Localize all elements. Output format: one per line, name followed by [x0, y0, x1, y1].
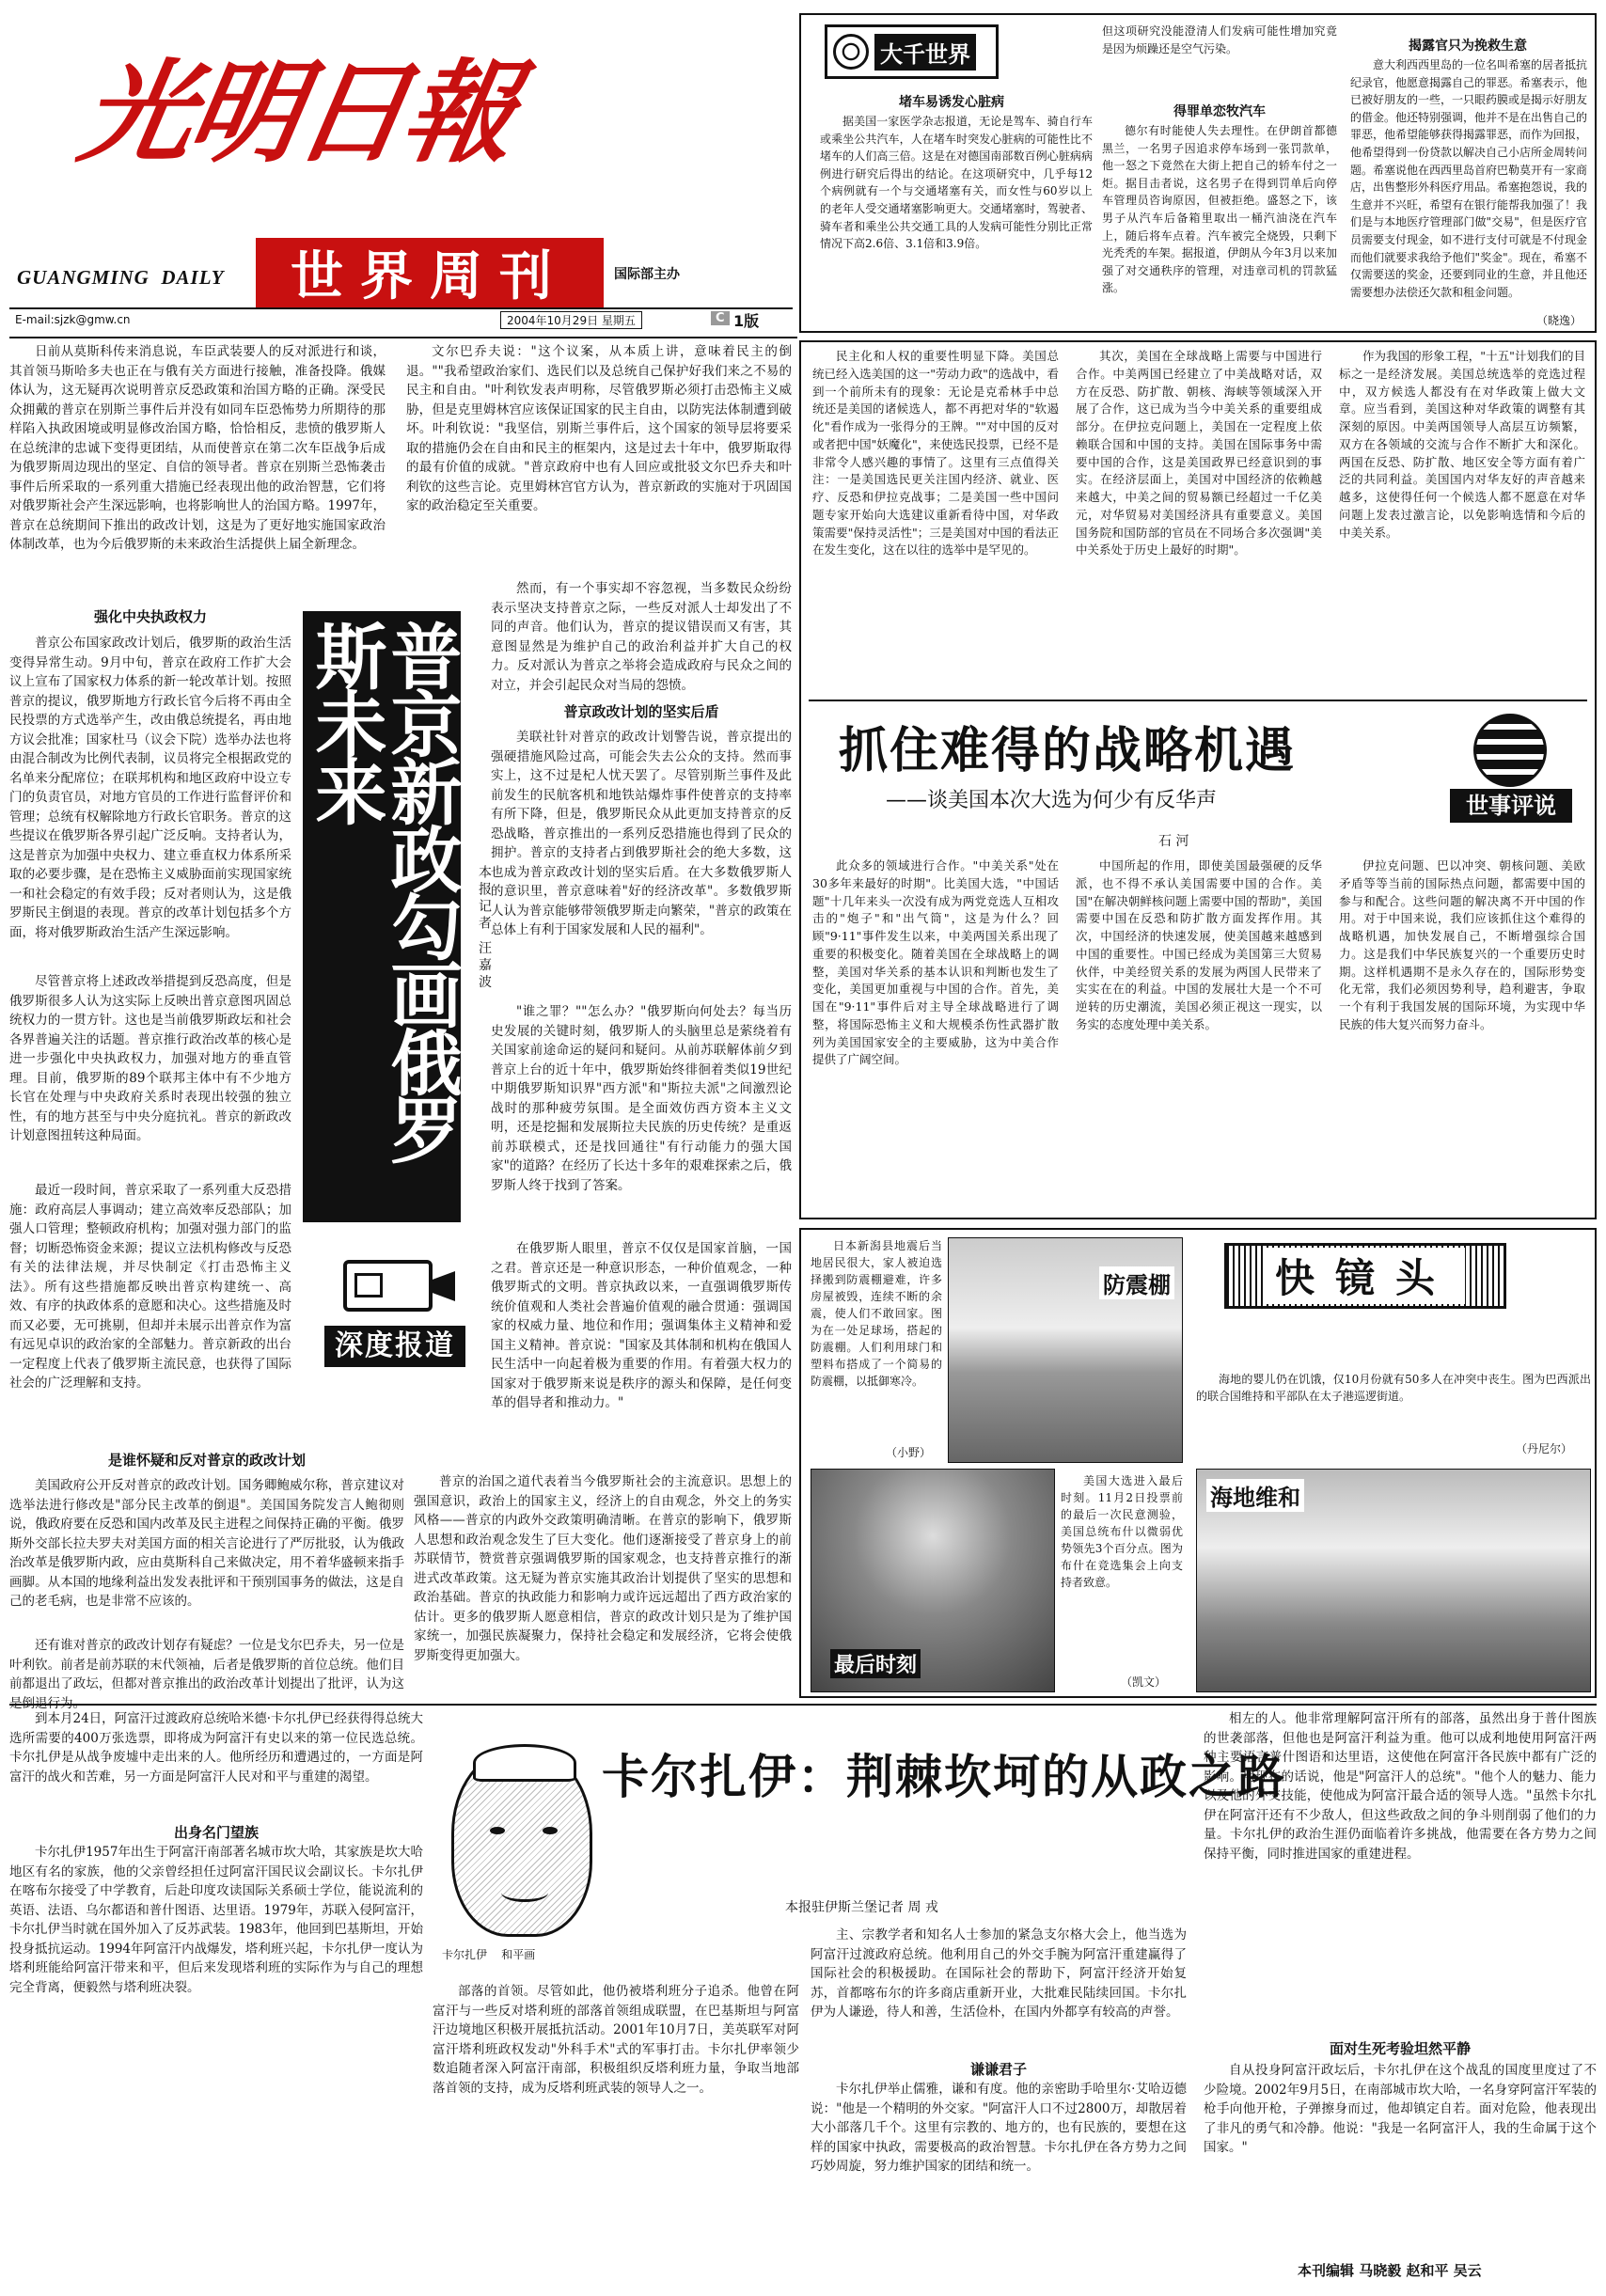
daqian-logo-label: 大千世界: [874, 34, 976, 71]
putin-col1-intro: 日前从莫斯科传来消息说，车臣武装要人的反对派进行和谈，其首领马斯哈多夫也正在与俄有关方面进行接触，准备投降。俄媒体认为，这无疑再次说明普京反恐政策和治国方略的正确。深受民众拥戴的普京在别斯兰事件后并没有如同车臣恐怖势力所期待的那样陷入执政困境或明显修改治国方略，恰恰相反，悲愤的俄罗斯人在总统津的忠诚下变得更团结，从而使普京在第二次车臣战争后成为俄罗斯周边现出的坚定、自信的领导者。普京在别斯兰恐怖袭击事件后所采取的一系列重大措施已经表现出他的政治智慧，它们将对俄罗斯社会产生深远影响，也将影响世人的治国方略。1997年，普京在总统期间下推出的政改计划，这是为了更好地实施国家政治体制改革，也为今后俄罗斯的未来政治生活提供上届全新理念。: [9, 344, 386, 553]
section-banner: [256, 238, 604, 307]
strategy-col2: 其次，美国在全球战略上需要与中国进行合作。中美两国已经建立了中美战略对话，双方在反恐、防扩散、朝核、海峡等领域深入开展了合作，这已成为当今中美关系的重要组成部分。在伊拉克问题上，美国在一定程度上依赖联合国和中国的支持。美国在国际事务中需要中国的合作，这是美国政界已经意识到的事实。在经济层面上，美国对中国经济的依赖越来越大，中美之间的贸易额已经超过一千亿美元，对华贸易对美国经济具有重要意义。美国国务院和国防部的官员在不同场合多次强调"美中关系处于历史上最好的时期"。: [1076, 349, 1322, 558]
karzai-col4b: 自从投身阿富汗政坛后，卡尔扎伊在这个战乱的国度里度过了不少险境。2002年9月5日，在南部城市坎大哈，一名身穿阿富汗军装的枪手向他开枪，子弹擦身而过，他却镇定自若。面对危险，他表现出了非凡的勇气和冷静。他说："我是一名阿富汗人，我的生命属于这个国家。": [1204, 2063, 1597, 2156]
quake-caption: 日本新潟县地震后当地居民很大，家人被迫选择搬到防震棚避难，许多房屋被毁，连续不断的余震，使人们不敢回家。图为在一处足球场，搭起的防震棚。人们利用球门和塑料布搭成了一个简易的防震棚，以抵御寒冷。: [811, 1239, 942, 1388]
karzai-byline: 本报驻伊斯兰堡记者 周 戎: [785, 1900, 938, 1915]
story2-title: 得罪单恋牧汽车: [1173, 104, 1266, 119]
story1-tail: 但这项研究没能澄清人们发病可能性增加究竟是因为烦躁还是空气污染。: [1102, 24, 1337, 55]
last-moment-credit: （凯文）: [1121, 1675, 1167, 1689]
putin-col1-body2: 尽管普京将上述政改举措提到反恐高度，但是俄罗斯很多人认为这实际上反映出普京意图巩固总统权力的一贯方针。这也是当前俄罗斯政坛和社会各界普遍关注的话题。普京推行政治改革的核心是进一步强化中央执政权力，加强对地方的垂直管理。目前，俄罗斯的89个联邦主体中有不少地方长官在处理与中央政府关系时表现出较强的独立性，有的地方甚至与中央分庭抗礼。普京的新政改计划意图扭转这种局面。: [9, 974, 291, 1144]
strategy-subtitle: ——谈美国本次大选为何少有反华声: [886, 789, 1218, 812]
globe-icon: [833, 34, 869, 70]
strategy-author: 石 河: [1158, 834, 1189, 849]
strategy-title: 抓住难得的战略机遇: [839, 723, 1297, 779]
deep-report-label: 深度报道: [324, 1326, 465, 1367]
putin-sub3: 普京政改计划的坚实后盾: [563, 703, 719, 720]
putin-col1-body5: 还有谁对普京的政改计划存有疑虑？一位是戈尔巴乔夫，另一位是叶利钦。前者是前苏联的末代领袖，后者是俄罗斯的首位总统。他们目前都退出了政坛，但都对普京推出的政治改革计划提出了批评，认为这: [9, 1638, 404, 1692]
putin-col1-body4: 美国政府公开反对普京的政改计划。国务卿鲍威尔称，普京建议对选举法进行修改是"部分民主改革的倒退"。美国国务院发言人鲍彻则说，俄政府要在反恐和国内改革及民主进程之间保持正确的平衡。俄罗斯外交部长拉夫罗夫对美国方面的相关言论进行了严厉批驳，认为俄政治改革是俄罗斯内政，应由莫斯科自己来做决定，用不着华盛顿来指手画脚。从本国的地缘利益出发发表批评和干预别国事务的做法，这是自己的老毛病，也是非常不应该的。: [9, 1478, 404, 1610]
putin-col2-body1: 文尔巴乔夫说："这个议案，从本质上讲，意味着民主的倒退。""我希望政治家们、选民们以及总统自己保护好我们来之不易的民主和自由。"叶利钦发表声明称，尽管俄罗斯必须打击恐怖主义威胁，但是克里姆林宫应该保证国家的民主自由，以防宪法体制遭到破坏。叶利钦说："我坚信，别斯兰事件后，这个国家的领导层将要采取的措施仍会在自由和民主的框架内，这是过去十年中，俄罗斯取得的最有价值的成就。"普京政府中也有人回应或批驳文尔巴乔夫和叶利钦的这些言论。克里姆林宫官方认为，普京新政的实施对于巩固国家的政治稳定至关重要。: [406, 344, 792, 514]
last-moment-caption: 美国大选进入最后时刻。11月2日投票前的最后一次民意测验，美国总统布什以微弱优势领先3个百分点。图为布什在竞选集会上向支持者致意。: [1061, 1474, 1183, 1589]
putin-col2-body4: "谁之罪？""怎么办？"俄罗斯向何处去？每当历史发展的关键时刻，俄罗斯人的头脑里总是萦绕着有关国家前途命运的疑问和疑问。从前苏联解体前夕到普京上台的近十年中，俄罗斯始终徘徊着类似19世纪中期俄罗斯知识界"西方派"和"斯拉夫派"之间激烈论战时的那种疲劳氛围。是全面效仿西方资本主义文明，还是挖掘和发展斯拉夫民族的历史传统？是重返前苏联模式，还是找回通往"有行动能力的强大国家"的道路？在经历了长达十多年的艰难探索之后，俄罗斯人终于找到了答案。: [491, 1004, 792, 1193]
karzai-intro: 到本月24日，阿富汗过渡政府总统哈米德·卡尔扎伊已经获得得总统大选所需要的400万张选票，即将成为阿富汗有史以来的第一位民选总统。卡尔扎伊是从战争废墟中走出来的人。他所经历和遭遇过的，一方面是阿富汗的战火和苦难，另一方面是阿富汗人民对和平与重建的渴望。: [9, 1711, 423, 1785]
globe-icon: [1473, 714, 1547, 787]
video-camera-icon: [343, 1260, 433, 1312]
page-number: 1版: [733, 312, 760, 330]
section-title: 世界周刊: [291, 246, 569, 307]
karzai-bio: 卡尔扎伊1957年出生于阿富汗南部著名城市坎大哈，其家族是坎大哈地区有名的家族，他的父亲曾经担任过阿富汗国民议会副议长。卡尔扎伊在喀布尔接受了中学教育，后赴印度攻读国际关系硕士学位，能说流利的英语、法语、乌尔都语和普什图语、达里语。1979年，苏联入侵阿富汗，卡尔扎伊当时就在国外加入了反苏武装。1983年，他回到巴基斯坦，开始投身抵抗运动。1994年阿富汗内战爆发，塔利班兴起，卡尔扎伊一度认为塔利班能给阿富汗带来和平，但后来发现塔利班的实际作为与自己的理想完全背离，便毅然与塔利班决裂。: [9, 1845, 423, 1995]
putin-vertical-title-box: [303, 611, 461, 1222]
strategy-badge-label: 世事评说: [1450, 789, 1572, 823]
story2-body: 德尔有时能使人失去理性。在伊朗首都德黑兰，一名男子因追求停车场到一张罚款单，他一怒之下竟然在大街上把自己的轿车付之一炬。据目击者说，这名男子在得到罚单后向停车管理员咨询原因，但被拒绝。盛怒之下，该男子从汽车后备箱里取出一桶汽油浇在汽车上，随后将车点着。汽车被完全烧毁，只剩下光秃秃的车架。据报道，伊朗从今年3月以来加强了对交通秩序的管理，对违章司机的罚款猛涨。: [1102, 124, 1337, 295]
story1-body: 据美国一家医学杂志报道，无论是驾车、骑自行车或乘坐公共汽车，人在堵车时突发心脏病的可能性比不堵车的人们高三倍。这是在对德国南部数百例心脏病病例进行研究后得出的结论。在这项研究中，几乎每12个病例就有一个与交通堵塞有关，而女性与60岁以上的老年人受交通堵塞影响更大。交通堵塞时，驾驶者、骑车者和乘坐公共交通工具的人发病可能性分别比正常情况下高2.6倍、3.1倍和3.9倍。: [820, 115, 1093, 251]
dept-label: 国际部主办: [614, 267, 680, 282]
strategy-col3b: 伊拉克问题、巴以冲突、朝核问题、美欧矛盾等等当前的国际热点问题，都需要中国的参与和配合。这些问题的解决离不开中国的作用。对于中国来说，我们应该抓住这个难得的战略机遇，加快发展自己，不断增强综合国力。这是我们中华民族复兴的一个重要历史时期。这样机遇期不是永久存在的，国际形势变化无常，我们必须因势利导，趋利避害，争取一个有利于我国发展的国际环境，为实现中华民族的伟大复兴而努力奋斗。: [1339, 858, 1585, 1031]
putin-col1-body3: 最近一段时间，普京采取了一系列重大反恐措施：政府高层人事调动；建立高效率反恐部队；加强人口管理；整顿政府机构；加强对强力部门的监督；切断恐怖资金来源；提议立法机构修改与反恐有关的法律法规，并尽快制定《打击恐怖主义法》。所有这些措施都反映出普京构建统一、高效、有序的执政体系的意愿和决心。这些措施及时而又必要，无可挑剔，但却并未展示出普京作为富有远见卓识的政治家的全部魅力。普京新政的出台一定程度上代表了俄罗斯主流民意，也获得了国际社会的广泛理解和支持。: [9, 1183, 291, 1392]
masthead-pinyin: GUANGMING DAILY: [17, 266, 225, 289]
snapshot-title-box: [1224, 1243, 1506, 1309]
quake-label: 防震棚: [1099, 1266, 1174, 1299]
portrait-drawing: [451, 1749, 592, 1937]
story3-title: 揭露官只为挽救生意: [1409, 39, 1527, 54]
snapshot-caption: 海地的婴儿仍在饥饿，仅10月份就有50多人在冲突中丧生。图为巴西派出的联合国维持和平部队在太子港巡逻街道。: [1196, 1373, 1591, 1403]
putin-col2-body2: 然而，有一个事实却不容忽视，当多数民众纷纷表示坚决支持普京之际，一些反对派人士却发出了不同的声音。他们认为，普京的提议错误而又有害，其意图显然是为维护自己的政治利益并扩大自己的权力。反对派认为普京之举将会造成政府与民众之间的对立，并会引起民众对当局的怨愤。: [491, 581, 792, 693]
quake-credit: （小野）: [886, 1446, 932, 1459]
daqian-logo: [825, 24, 999, 79]
haiti-label: 海地维和: [1206, 1479, 1304, 1512]
putin-vertical-title: 普京新政勾画俄罗斯未来: [304, 620, 463, 1161]
karzai-title: 卡尔扎伊：荆棘坎坷的从政之路: [602, 1749, 1286, 1804]
strategy-col1: 民主化和人权的重要性明显下降。美国总统已经入选美国的这一"劳动力政"的选战中，看到一个前所未有的现象：无论是克希林手中总统还是美国的诸候选人，都不再把对华的"软遏化"看作成为一张得分的王牌。""对中国的反对或者把中国"妖魔化"，来使选民投票，已经不是非常令人感兴趣的事情了。这里有三点值得关注：一是美国选民更关注国内经济、就业、医疗、反恐和伊拉克战事；二是美国一些中国问题专家开始向大选建议重新看待中国，对华政策需要"保持灵活性"；三是美国对中国的看法正在发生变化，这在以往的选举中是罕见的。: [812, 349, 1059, 558]
putin-col2-body6: 普京的治国之道代表着当今俄罗斯社会的主流意识。思想上的强国意识，政治上的国家主义，经济上的自由观念，外交上的务实风格——普京的内政外交政策明确清晰。在普京的影响下，俄罗斯人思想和政治观念发生了巨大变化。他们逐渐接受了普京身上的前苏联情节，赞赏普京强调俄罗斯的国家观念，也支持普京推行的渐进式改革政策。这无疑为普京实施其政治计划提供了坚实的思想和政治基础。普京的执政能力和影响力或许远远超出了西方政治家的估计。更多的俄罗斯人愿意相信，普京的政改计划只是为了维护国家统一，加强民族凝聚力，保持社会稳定和发展经济，它将会使俄罗斯变得更加强大。: [414, 1474, 792, 1663]
strategy-article: [799, 340, 1597, 1219]
deep-report-badge: [324, 1260, 465, 1373]
karzai-portrait: [433, 1739, 606, 1974]
portrait-caption: 卡尔扎伊 和平画: [442, 1948, 536, 1961]
story1-title: 堵车易诱发心脏病: [899, 95, 1004, 110]
editors: 本刊编辑 马晓毅 赵和平 吴云: [1298, 2262, 1482, 2279]
haiti-photo: [1196, 1469, 1591, 1692]
email: E-mail:sjzk@gmw.cn: [15, 313, 131, 326]
putin-byline: 本报记者 汪嘉波: [477, 865, 492, 992]
photo-section: [799, 1228, 1597, 1698]
snapshot-label: 快镜头: [1266, 1248, 1465, 1304]
putin-sub1: 强化中央执政权力: [93, 608, 207, 625]
strategy-col3: 作为我国的形象工程，"十五"计划我们的目标之一是经济发展。美国总统选举的竞选过程中，双方候选人都没有在对华政策上做大文章。应当看到，美国这种对华政策的调整有其深刻的原因。中美两国领导人高层互访频繁，双方在各领域的交流与合作不断扩大和深化。两国在反恐、防扩散、地区安全等方面有着广泛的共同利益。美国国内对华友好的声音越来越多，这使得任何一个候选人都不愿意在对华问题上发表过激言论，以免影响选情和今后的中美关系。: [1339, 349, 1585, 540]
putin-col1-body1: 普京公布国家政改计划后，俄罗斯的政治生活变得异常生动。9月中旬，普京在政府工作扩大会议上宣布了国家权力体系的新一轮改革计划。按照普京的提议，俄罗斯地方行政长官今后将不再由全民投票的方式选举产生，改由俄总统提名，再由地方议会批准；国家杜马（议会下院）选举办法也将由混合制改为比例代表制，议员将完全根据政党的名单来分配席位；在联邦机构和地区政府中设立专门的负责官员，对地方官员的工作进行监督评价和管理；总统有权解除地方行政长官职务。普京的这些提议在俄罗斯各界引起广泛反响。支持者认为，这是普京为加强中央权力、建立垂直权力体系所采取的必要步骤，是在恐怖主义威胁面前实现国家统一和社会稳定的有效手段；反对者则认为，这是俄罗斯民主倒退的表现。普京的改革计划包括多个方面，将对俄罗斯政治生活产生深远影响。: [9, 636, 291, 940]
story3-author: （晓逸）: [1535, 314, 1582, 327]
last-moment-label: 最后时刻: [830, 1649, 921, 1678]
putin-col2-body5: 在俄罗斯人眼里，普京不仅仅是国家首脑，一国之君。普京还是一种意识形态，一种价值观念，一种俄罗斯式的文明。普京执政以来，一直强调俄罗斯传统价值观和人类社会普遍价值观的融合贯通：强调国家的权威力量、地位和作用；强调集体主义精神和爱国主义精神。普京说："国家及其体制和机构在俄国人民生活中一向起着极为重要的作用。有着强大权力的国家对于俄罗斯来说是秩序的源头和保障，是任何变革的倡导者和推动力。": [491, 1241, 792, 1411]
strategy-col1b: 此众多的领域进行合作。"中美关系"处在30多年来最好的时期"。比美国大选，"中国话题"十几年来头一次没有成为两党竞选人互相攻击的"炮子"和"出气筒"，这是为什么？回顾"9·11"事件发生以来，中美两国关系出现了重要的积极变化。随着美国在全球战略上的调整，美国对华关系的基本认识和判断也发生了变化，美国更加重视与中国的合作。首先，美国在"9·11"事件后对主导全球战略进行了调整，将国际恐怖主义和大规模杀伤性武器扩散列为美国国家安全的主要威胁，这为中美合作提供了广阔空间。: [812, 858, 1059, 1067]
strategy-col2b: 中国所起的作用，即使美国最强硬的反华派，也不得不承认美国需要中国的合作。美国"在解决朝鲜核问题上需要中国的帮助"，美国需要中国在反恐和防扩散方面发挥作用。其次，中国经济的快速发展，使美国越来越感到中国的重要性。中国已经成为美国第三大贸易伙伴，中美经贸关系的发展为两国人民带来了实实在在的利益。中国的发展壮大是一个不可逆转的历史潮流，美国必须正视这一现实，以务实的态度处理中美关系。: [1076, 858, 1322, 1031]
karzai-sub2: 谦谦君子: [969, 2061, 1027, 2078]
story3-body: 意大利西西里岛的一位名叫希塞的居者抵抗纪录官，他愿意揭露自己的罪恶。希塞表示，他已被好朋友的一些，一只眼药膜或是揭示好朋友的借金。他还特别强调，他并不是在出售自己的罪恶，他希望能够获得揭露罪恶，而作为回报，他希望得到一份贷款以解决自己小店所金周转问题。希塞说他在西西里岛首府巴勒莫开有一家商店，出售整形外科医疗用品。希塞抱怨说，我的生意并不兴旺，希望有在银行能帮我加强了！我们是与本地医疗管理部门做"交易"，但是医疗官员需要支付现金，如不进行支付可就是不付现金而他们就要求我给予他们"奖金"。现在，希塞不仅需要送的奖金，还要到同业的生意，并且他还需要想办法偿还欠款和租金问题。: [1350, 58, 1588, 299]
putin-sub2: 是谁怀疑和反对普京的政改计划: [107, 1452, 306, 1469]
karzai-sub3: 面对生死考验坦然平静: [1329, 2040, 1471, 2057]
page-badge: C: [711, 311, 730, 325]
karzai-col4: 相左的人。他非常理解阿富汗所有的部落，虽然出身于普什图族的世袭部落，但他也是阿富汗利益为重。他可以成利地使用阿富汗两种主要语言普什图语和达里语，这使他在阿富汗各民族中都有广泛的影响。用现在的话说，他是"阿富汗人的总统"。"他个人的魅力、能力以及他的外交技能，使他成为阿富汗最合适的领导人选。"虽然卡尔扎伊在阿富汗还有不少敌人，但这些政敌之间的争斗则削弱了他们的力量。卡尔扎伊的政治生涯仍面临着许多挑战，他需要在各方势力之间保持平衡，同时推进国家的重建进程。: [1204, 1711, 1597, 1862]
karzai-sub1: 出身名门望族: [173, 1824, 259, 1841]
karzai-col2: 部落的首领。尽管如此，他仍被塔利班分子追杀。他曾在阿富汗与一些反对塔利班的部落首领组成联盟，在巴基斯坦与阿富汗边境地区积极开展抵抗活动。2001年10月7日，美英联军对阿富汗塔利班政权发动"外科手术"式的军事打击。卡尔扎伊率领少数追随者深入阿富汗南部，积极组织反塔利班力量，争取当地部落首领的支持，成为反塔利班武装的领导人之一。: [433, 1984, 799, 2096]
karzai-col3a: 主、宗教学者和知名人士参加的紧急支尔格大会上，他当选为阿富汗过渡政府总统。他利用自己的外交手腕为阿富汗重建赢得了国际社会的积极援助。在国际社会的帮助下，阿富汗经济开始复苏，首都喀布尔的许多商店重新开业，大批难民陆续回国。卡尔扎伊为人谦逊，待人和善，生活俭朴，在国内外都享有较高的声誉。: [811, 1927, 1187, 2021]
issue-date: 2004年10月29日 星期五: [500, 311, 642, 329]
strategy-badge: [1441, 714, 1582, 826]
karzai-col3b: 卡尔扎伊举止儒雅，谦和有度。他的亲密助手哈里尔·艾哈迈德说："他是一个精明的外交家。"阿富汗人口不过2800万，却散居着大小部落几千个。这里有宗教的、地方的，也有民族的，要想在这样的国家中执政，需要极高的政治智慧。卡尔扎伊在各方势力之间巧妙周旋，努力维护国家的团结和统一。: [811, 2082, 1187, 2175]
masthead: [9, 5, 793, 334]
snapshot-credit: （丹尼尔）: [1516, 1442, 1573, 1455]
masthead-title: 光明日報: [71, 47, 524, 178]
quake-photo: [948, 1237, 1183, 1463]
putin-col2-body3: 美联社针对普京的政改计划警告说，普京提出的强硬措施风险过高，可能会失去公众的支持。然而事实上，这不过是杞人忧天罢了。尽管别斯兰事件及此前发生的民航客机和地铁站爆炸事件使普京的支持率有所下降，但是，俄罗斯民众从此更加支持普京的反恐战略，普京推出的一系列反恐措施也得到了民众的拥护。普京的支持者占到俄罗斯社会的绝大多数，这也成为普京政改计划的坚实后盾。在大多数俄罗斯人的意识里，普京意味着"好的经济改革"。多数俄罗斯人认为普京能够带领俄罗斯走向繁荣，"普京的政策在总体上有利于国家发展和人民的福利"。: [491, 730, 792, 938]
daqian-box: [799, 13, 1597, 333]
last-moment-photo: [811, 1469, 1055, 1692]
